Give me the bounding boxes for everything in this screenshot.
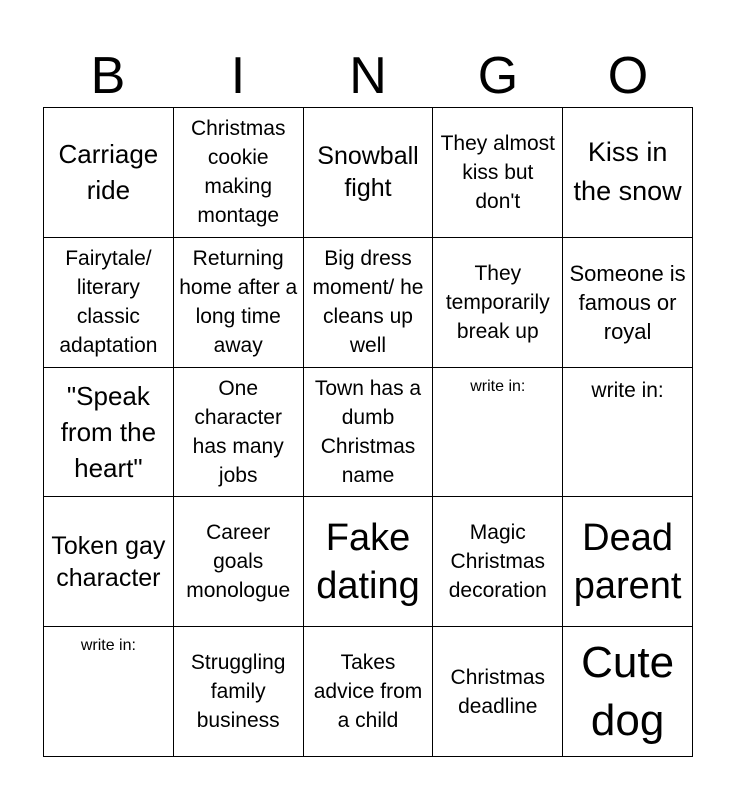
cell-text: Fairytale/ literary classic adaptation <box>59 247 158 358</box>
header-letter-b: B <box>90 47 126 105</box>
bingo-cell[interactable] <box>44 238 174 368</box>
cell-text: write in: <box>591 378 664 402</box>
bingo-cell[interactable] <box>44 497 174 627</box>
header-letter-g: G <box>477 47 519 105</box>
cell-text: Dead parent <box>573 516 682 607</box>
bingo-cell[interactable] <box>433 497 563 627</box>
cell-text: "Speak from the heart" <box>60 380 157 483</box>
cell-text: Town has a dumb Christmas name <box>314 376 422 487</box>
cell-text: They temporarily break up <box>445 261 550 343</box>
cell-text: Kiss in the snow <box>573 137 682 207</box>
cell-text: They almost kiss but don't <box>440 131 555 213</box>
cell-text: Someone is famous or royal <box>569 260 686 344</box>
bingo-board <box>43 107 693 757</box>
write-in-cell[interactable] <box>433 368 563 498</box>
bingo-cell[interactable] <box>304 497 434 627</box>
bingo-cell[interactable] <box>174 368 304 498</box>
cell-text: Christmas deadline <box>450 665 546 718</box>
bingo-cell[interactable] <box>174 627 304 757</box>
bingo-cell[interactable] <box>174 497 304 627</box>
cell-text: Big dress moment/ he cleans up well <box>312 247 424 358</box>
cell-text: One character has many jobs <box>192 376 284 487</box>
cell-text: Token gay character <box>51 531 166 592</box>
bingo-header <box>43 44 693 108</box>
cell-text: Struggling family business <box>190 651 286 733</box>
cell-text: Fake dating <box>316 516 420 607</box>
write-in-cell[interactable] <box>563 368 693 498</box>
bingo-cell[interactable] <box>174 108 304 238</box>
cell-text: Returning home after a long time away <box>179 247 298 358</box>
bingo-cell[interactable] <box>433 238 563 368</box>
bingo-cell[interactable] <box>304 108 434 238</box>
cell-text: Snowball fight <box>317 142 419 203</box>
bingo-cell[interactable] <box>44 108 174 238</box>
bingo-cell[interactable] <box>174 238 304 368</box>
write-in-cell[interactable] <box>44 627 174 757</box>
cell-text: write in: <box>470 377 526 395</box>
bingo-cell[interactable] <box>563 497 693 627</box>
cell-text: Takes advice from a child <box>313 651 423 733</box>
header-letter-n: N <box>349 47 387 105</box>
bingo-cell[interactable] <box>563 627 693 757</box>
cell-text: Cute dog <box>581 637 675 745</box>
cell-text: write in: <box>80 637 136 655</box>
bingo-cell[interactable] <box>433 627 563 757</box>
bingo-cell[interactable] <box>563 108 693 238</box>
cell-text: Carriage ride <box>58 139 159 206</box>
bingo-cell[interactable] <box>304 368 434 498</box>
bingo-cell[interactable] <box>433 108 563 238</box>
cell-text: Career goals monologue <box>186 521 291 603</box>
bingo-cell[interactable] <box>44 368 174 498</box>
header-letter-o: O <box>607 47 649 105</box>
bingo-cell[interactable] <box>304 627 434 757</box>
bingo-cell[interactable] <box>304 238 434 368</box>
bingo-cell[interactable] <box>563 238 693 368</box>
header-letter-i: I <box>230 47 246 105</box>
cell-text: Magic Christmas decoration <box>448 521 547 603</box>
cell-text: Christmas cookie making montage <box>190 117 286 228</box>
